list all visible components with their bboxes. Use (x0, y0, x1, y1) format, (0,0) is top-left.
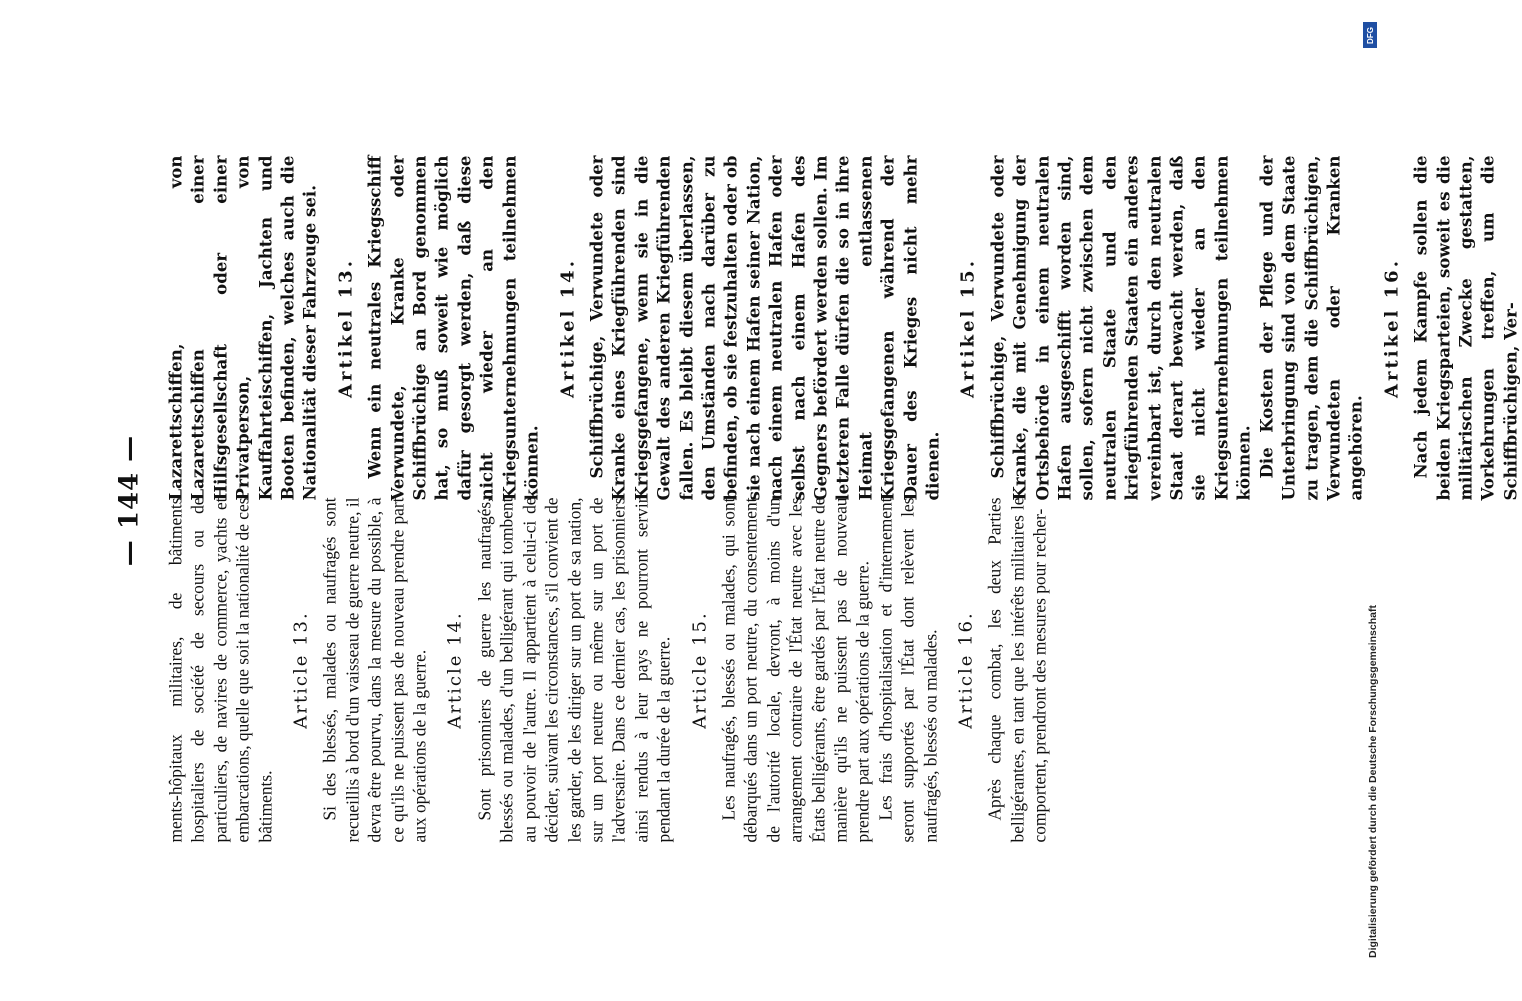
dfg-logo-text: DFG (1365, 26, 1375, 44)
german-column (165, 156, 1522, 501)
fr-text-article-13: Si des blessés, malades ou naufragés sont recueillis à bord d'un vaisseau de guerre neutre, il devra être pourvu, dans la mesure du possible, à ce qu'ils ne puissent pas de nouveau prendre part aux opérations de la guerre. (319, 497, 430, 843)
fr-text-article-14: Sont prisonniers de guerre les naufragés, blessés ou malades, d'un belligérant qui tombent au pouvoir de l'autre. Il appartient à celui-ci de décider, suivant les circonstances, s'il convient de les garder, de les diriger sur un port de sa nation, sur un port neutre ou même sur un port de l'adversaire. Dans ce dernier cas, les prisonniers ainsi rendus à leur pays ne pourront servir pendant la durée de la guerre. (474, 497, 674, 843)
french-column (165, 498, 1052, 843)
de-text-artikel-13: Wenn ein neutrales Kriegsschiff Verwundete, Kranke oder Schiffbrüchige an Bord genommen hat, so muß soweit wie möglich dafür gesorgt werden, daß diese nicht wieder an den Kriegsunternehmungen teilnehmen können. (364, 155, 542, 501)
de-text-artikel-15-b: Die Kosten der Pflege und der Unterbringung sind von dem Staate zu tragen, dem die Schiffbrüchigen, Verwundeten oder Kranken angehören. (1256, 155, 1366, 501)
fr-text-article-15-b: Les frais d'hospitalisation et d'internement seront supportés par l'État dont relèvent les naufragés, blessés ou malades. (875, 497, 941, 843)
de-text-0: Lazarettschiffen, von Lazarettschiffen einer Hilfsgesellschaft oder einer Privatperson, von Kauffahrteischiffen, Jachten und Booten befinden, welches auch die Nationalität dieser Fahrzeuge sei. (165, 155, 320, 501)
fr-heading-article-15: Article 15. (689, 611, 711, 729)
fr-text-0: ments-hôpitaux militaires, de bâtiments hospitaliers de société de secours ou de particuliers, de navires de commerce, yachts et embarcations, quelle que soit la nationalité de ces bâtiments. (165, 497, 276, 843)
de-text-artikel-16: Nach jedem Kampfe sollen die beiden Kriegsparteien, soweit es die militärischen Zwecke gestatten, Vorkehrungen treffen, um die Schiffbrüchigen, Ver- (1410, 155, 1521, 501)
digitization-credit-text: Digitalisierung gefördert durch die Deutsche Forschungsgemeinschaft (1367, 605, 1379, 958)
fr-heading-article-14: Article 14. (444, 611, 466, 729)
de-heading-artikel-16: Artikel 16. (1381, 258, 1403, 398)
digitization-credit (1363, 12, 1379, 982)
fr-heading-article-13: Article 13. (290, 611, 312, 729)
de-heading-artikel-14: Artikel 14. (557, 258, 578, 398)
rotated-page (0, 1, 1521, 1001)
de-heading-artikel-13: Artikel 13. (335, 258, 357, 398)
page-number: — 144 — (114, 434, 145, 567)
de-text-artikel-15-a: Schiffbrüchige, Verwundete oder Kranke, die mit Genehmigung der Ortsbehörde in einem neutralen Hafen ausgeschifft worden sind, sollen, sofern nicht zwischen dem neutralen Staate und den kriegführenden Staaten ein anderes vereinbart ist, durch den neutralen Staat derart bewacht werden, daß sie nicht wieder an den Kriegsunternehmungen teilnehmen können. (987, 155, 1254, 501)
de-heading-artikel-15: Artikel 15. (957, 258, 979, 398)
fr-text-article-16: Après chaque combat, les deux Parties belligérantes, en tant que les intérêts militaires le comportent, prendront des mesures pour recher- (984, 497, 1050, 843)
fr-text-article-15-a: Les naufragés, blessés ou malades, qui sont débarqués dans un port neutre, du consentement de l'autorité locale, devront, à moins d'un arrangement contraire de l'État neutre avec les États belligérants, être gardés par l'État neutre de manière qu'ils ne puissent pas de nouveau prendre part aux opérations de la guerre. (718, 497, 873, 843)
de-text-artikel-14: Schiffbrüchige, Verwundete oder Kranke eines Kriegführenden sind Kriegsgefangene, wenn sie in die Gewalt des anderen Kriegführenden fallen. Es bleibt diesem überlassen, den Umständen nach darüber zu befinden, ob sie festzuhalten oder ob sie nach einem Hafen seiner Nation, nach einem neutralen Hafen oder selbst nach einem Hafen des Gegners befördert werden sollen. Im letzteren Falle dürfen die so in ihre Heimat entlassenen Kriegsgefangenen während der Dauer des Krieges nicht mehr dienen. (586, 155, 943, 501)
fr-heading-article-16: Article 16. (955, 611, 977, 729)
